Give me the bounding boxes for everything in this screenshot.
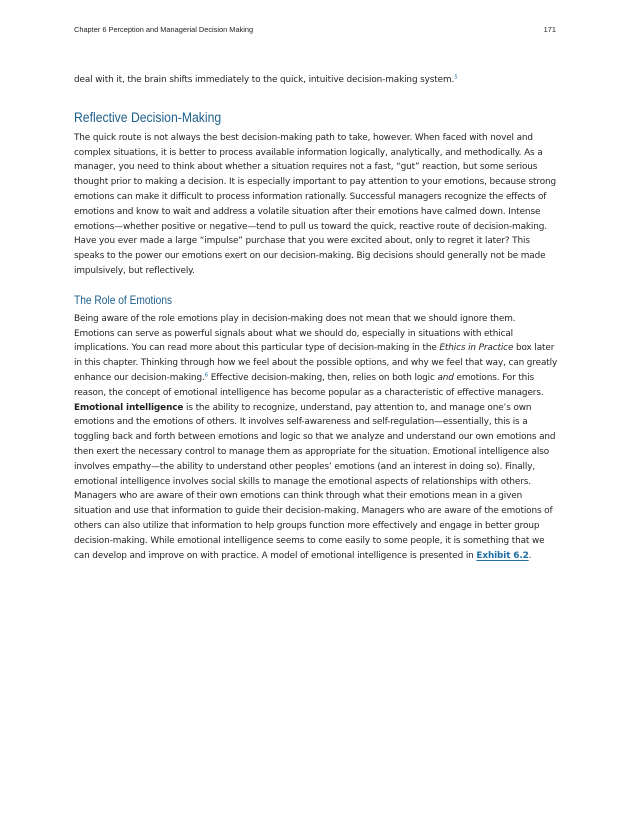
ethics-in-practice-term: Ethics in Practice	[439, 343, 514, 354]
emotions-text-6: .	[528, 550, 532, 561]
emotions-text-2: box later in this chapter. Thinking through how we feel about the possible options, and why we feel that way, can greatly enhance our decision-making.	[74, 343, 558, 383]
reflective-paragraph: The quick route is not always the best decision-making path to take, however. When faced with novel and complex situations, it is better to process available information logically, analytically, and methodically. As a manager, you need to think about whether a situation requires not a fast, “gut” reaction, but some serious thought prior to making a decision. It is especially important to pay attention to your emotions, because strong emotions can make it difficult to process information rationally. Successful managers recognize the effects of emotions and know to wait and address a volatile situation after their emotions have calmed down. Intense emotions—whether positive or negative—tend to pull us toward the quick, reactive route of decision-making. Have you ever made a large “impulse” purchase that you were excited about, only to regret it later? This speaks to the power our emotions exert on our decision-making. Big decisions should generally not be made impulsively, but reflectively.	[74, 132, 557, 276]
emotions-text-1: Being aware of the role emotions play in decision-making does not mean that we should ignore them. Emotions can serve as powerful signals about what we should do, especially in situations with ethical implications. You can read more about this particular type of decision-making in the	[74, 313, 516, 354]
page-body	[74, 73, 558, 563]
subsection-heading-emotions: The Role of Emotions	[74, 293, 173, 307]
and-emphasis: and	[437, 372, 454, 383]
footnote-ref-5[interactable]: 5	[454, 74, 458, 81]
emotions-paragraph	[74, 312, 558, 564]
exhibit-6-2-link[interactable]: Exhibit 6.2	[476, 550, 529, 561]
emotions-text-3: Effective decision-making, then, relies on both logic	[208, 372, 438, 383]
footnote-ref-6[interactable]: 6	[204, 372, 209, 379]
section-heading-reflective: Reflective Decision-Making	[74, 109, 222, 126]
key-term-emotional-intelligence: Emotional intelligence	[74, 402, 184, 413]
intro-paragraph	[74, 73, 558, 88]
chapter-title: Chapter 6 Perception and Managerial Decision Making	[74, 25, 254, 34]
emotions-text-4: emotions. For this reason, the concept of emotional intelligence has become popular as a characteristic of effective managers.	[74, 372, 544, 398]
emotions-text-5: is the ability to recognize, understand, pay attention to, and manage one’s own emotions and the emotions of others. It involves self-awareness and self-regulation—essentially, this is a toggling back and forth between emotions and logic so that we analyze and understand our own emotions and then exert the necessary control to manage them as appropriate for the situation. Emotional intelligence also involves empathy—the ability to understand other peoples’ emotions (and an interest in doing so). Finally, emotional intelligence involves social skills to manage the emotional aspects of relationships with others. Managers who are aware of their own emotions can think through what their emotions mean in a given situation and use that information to guide their decision-making. Managers who are aware of the emotions of others can also utilize that information to help groups function more effectively and engage in better group decision-making. While emotional intelligence seems to come easily to some people, it is something that we can develop and improve on with practice. A model of emotional intelligence is presented in	[74, 402, 556, 561]
intro-text: deal with it, the brain shifts immediately to the quick, intuitive decision-making system.	[74, 75, 455, 85]
page-number: 171	[543, 25, 556, 34]
